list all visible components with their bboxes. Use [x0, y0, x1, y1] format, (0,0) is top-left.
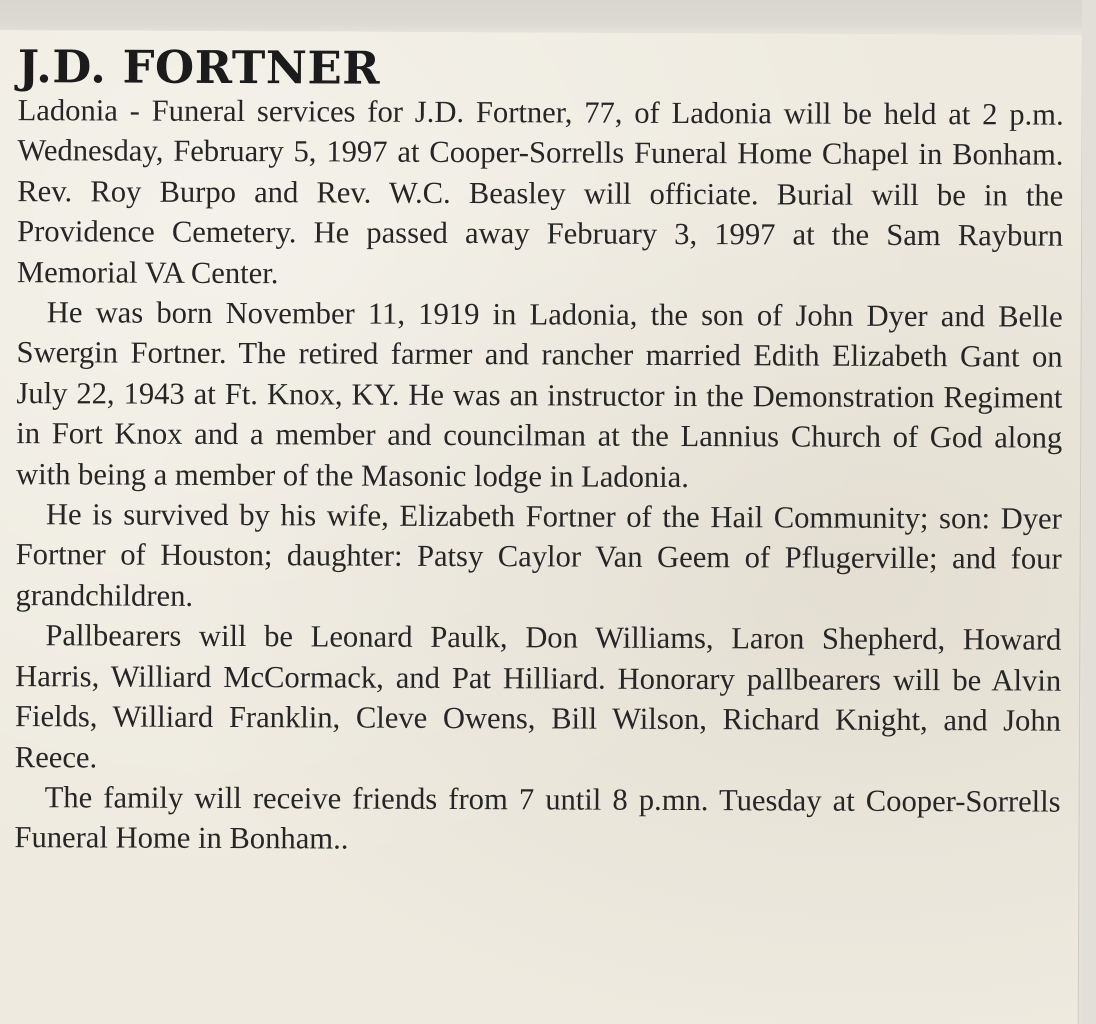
obituary-paragraph-survivors: He is survived by his wife, Elizabeth Fortner of the Hail Community; son: Dyer Fortner of Houston; daughter: Patsy Caylor Van Geem of Pflugerville; and four grandchildren.	[15, 497, 1062, 613]
obituary-paragraph-pallbearers: Pallbearers will be Leonard Paulk, Don Williams, Laron Shepherd, Howard Harris, Williard McCormack, and Pat Hilliard. Honorary pallbearers will be Alvin Fields, Williard Franklin, Cleve Owens, Bill Wilson, Richard Knight, and John Reece.	[14, 618, 1062, 774]
scan-background-edge	[1082, 0, 1096, 1024]
obituary-body	[14, 90, 1063, 862]
obituary-paragraph-services: Ladonia - Funeral services for J.D. Fortner, 77, of Ladonia will be held at 2 p.m. Wednesday, February 5, 1997 at Cooper-Sorrells Funeral Home Chapel in Bonham. Rev. Roy Burpo and Rev. W.C. Beasley will officiate. Burial will be in the Providence Cemetery. He passed away February 3, 1997 at the Sam Rayburn Memorial VA Center.	[16, 93, 1064, 290]
obituary-paragraph-visitation: The family will receive friends from 7 until 8 p.mn. Tuesday at Cooper-Sorrells Funeral Home in Bonham..	[14, 780, 1061, 856]
obituary-paragraph-biography: He was born November 11, 1919 in Ladonia, the son of John Dyer and Belle Swergin Fortner. The retired farmer and rancher married Edith Elizabeth Gant on July 22, 1943 at Ft. Knox, KY. He was an instructor in the Demonstration Regiment in Fort Knox and a member and councilman at the Lannius Church of God along with being a member of the Masonic lodge in Ladonia.	[15, 295, 1063, 494]
scan-background-strip	[0, 0, 1096, 34]
obituary-headline: J.D. FORTNER	[17, 40, 381, 95]
newspaper-clipping	[0, 30, 1082, 1024]
